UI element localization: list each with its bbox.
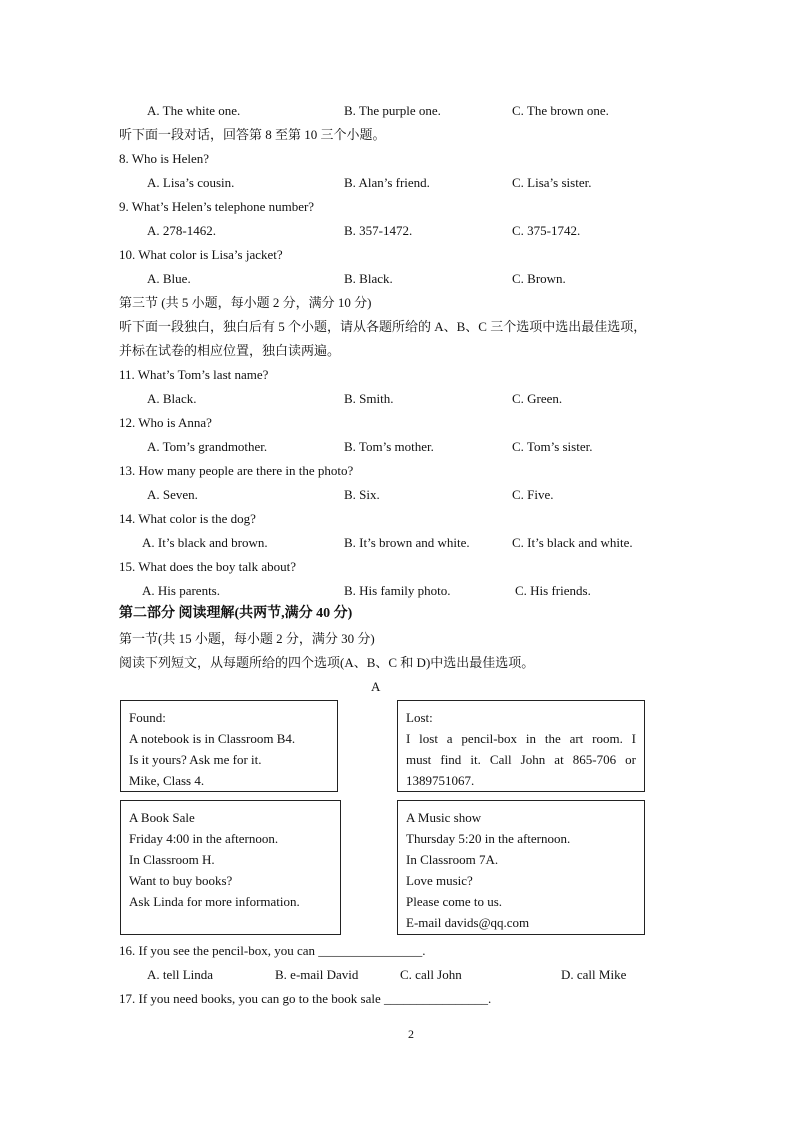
q14-option-c: C. It’s black and white. [512,535,633,550]
q10-stem: 10. What color is Lisa’s jacket? [119,247,283,262]
notice-music-show-line: In Classroom 7A. [406,852,499,867]
q8-option-c: C. Lisa’s sister. [512,175,592,190]
q9-option-b: B. 357-1472. [344,223,413,238]
notice-book-sale [120,800,341,935]
notice-book-sale-line: Want to buy books? [129,873,233,888]
q15-stem: 15. What does the boy talk about? [119,559,297,574]
q11-stem: 11. What’s Tom’s last name? [119,367,269,382]
passage-label: A [371,679,381,694]
notice-music-show-line: E-mail davids@qq.com [406,915,530,930]
q11-option-a: A. Black. [147,391,197,406]
q15-option-a: A. His parents. [142,583,220,598]
q12-stem: 12. Who is Anna? [119,415,212,430]
q9-option-a: A. 278-1462. [147,223,216,238]
q15-option-c: C. His friends. [515,583,591,598]
q10-option-c: C. Brown. [512,271,566,286]
notice-found-line: A notebook is in Classroom B4. [129,731,296,746]
notice-found-line: Mike, Class 4. [129,773,205,788]
q8-option-a: A. Lisa’s cousin. [147,175,235,190]
page-number: 2 [408,1027,414,1041]
q15-option-b: B. His family photo. [344,583,451,598]
notice-lost-line: 1389751067. [406,773,475,788]
part2-title: 第二部分 阅读理解(共两节,满分 40 分) [119,606,353,621]
notice-lost-line: Lost: [406,710,433,725]
q13-option-b: B. Six. [344,487,380,502]
notice-book-sale-line: In Classroom H. [129,852,215,867]
notice-found-line: Found: [129,710,166,725]
q16-option-d: D. call Mike [561,967,627,982]
notice-music-show-line: A Music show [406,810,482,825]
notice-music-show [397,800,645,935]
part2-section1-title: 第一节(共 15 小题，每小题 2 分，满分 30 分) [119,631,375,646]
q12-option-a: A. Tom’s grandmother. [147,439,268,454]
q16-stem: 16. If you see the pencil-box, you can ________________. [119,943,426,958]
dialogue-instruction: 听下面一段对话，回答第 8 至第 10 三个小题。 [119,127,386,142]
notice-music-show-line: Thursday 5:20 in the afternoon. [406,831,571,846]
q7-option-a: A. The white one. [147,103,241,118]
q17-stem: 17. If you need books, you can go to the book sale ________________. [119,991,492,1006]
q7-option-c: C. The brown one. [512,103,609,118]
q11-option-c: C. Green. [512,391,563,406]
q14-stem: 14. What color is the dog? [119,511,256,526]
q16-option-a: A. tell Linda [147,967,214,982]
notice-found-line: Is it yours? Ask me for it. [129,752,262,767]
q14-option-b: B. It’s brown and white. [344,535,470,550]
q7-option-b: B. The purple one. [344,103,441,118]
q9-option-c: C. 375-1742. [512,223,581,238]
notice-book-sale-line: Friday 4:00 in the afternoon. [129,831,279,846]
notice-lost [397,700,645,792]
notice-lost-line: I lost a pencil-box in the art room. I [406,731,636,746]
q8-option-b: B. Alan’s friend. [344,175,430,190]
notice-book-sale-line: Ask Linda for more information. [129,894,300,909]
q9-stem: 9. What’s Helen’s telephone number? [119,199,315,214]
section3-title: 第三节 (共 5 小题，每小题 2 分，满分 10 分) [119,295,372,310]
q16-option-b: B. e-mail David [275,967,359,982]
q12-option-c: C. Tom’s sister. [512,439,593,454]
q8-stem: 8. Who is Helen? [119,151,210,166]
section3-instruction-1: 听下面一段独白，独白后有 5 个小题，请从各题所给的 A、B、C 三个选项中选出最佳选项， [119,319,647,334]
notice-found [120,700,338,792]
notice-book-sale-line: A Book Sale [129,810,195,825]
notice-music-show-line: Please come to us. [406,894,503,909]
q10-option-a: A. Blue. [147,271,191,286]
q13-stem: 13. How many people are there in the photo? [119,463,354,478]
q13-option-a: A. Seven. [147,487,198,502]
q13-option-c: C. Five. [512,487,554,502]
q16-option-c: C. call John [400,967,462,982]
q14-option-a: A. It’s black and brown. [142,535,268,550]
part2-instruction: 阅读下列短文，从每题所给的四个选项(A、B、C 和 D)中选出最佳选项。 [119,655,535,670]
section3-instruction-2: 并标在试卷的相应位置，独白读两遍。 [119,343,341,358]
q10-option-b: B. Black. [344,271,393,286]
notice-lost-line: must find it. Call John at 865-706 or [406,752,636,767]
q12-option-b: B. Tom’s mother. [344,439,434,454]
notice-music-show-line: Love music? [406,873,473,888]
q11-option-b: B. Smith. [344,391,394,406]
